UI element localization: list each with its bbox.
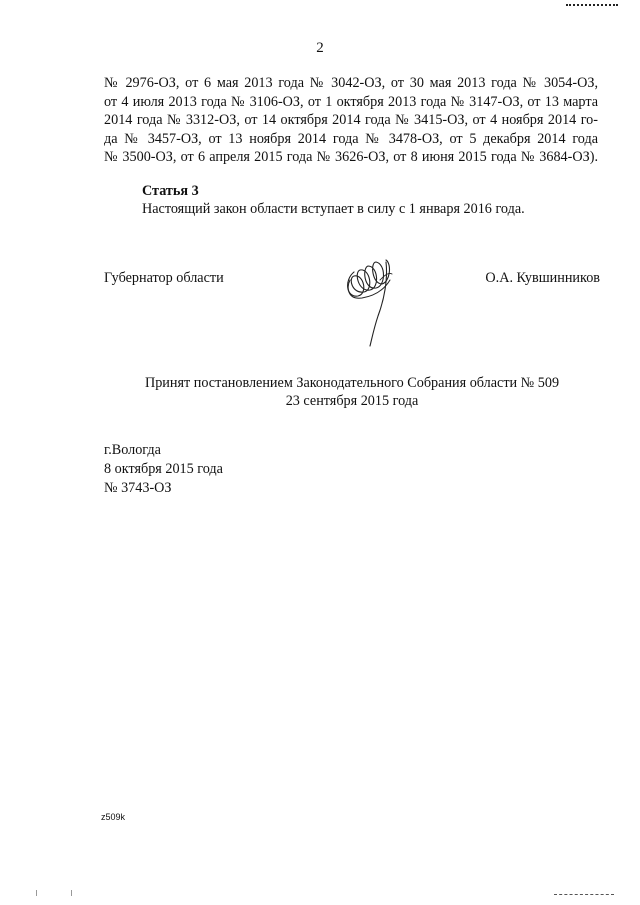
- page-number: 2: [316, 40, 324, 56]
- amendments-paragraph: [104, 74, 598, 167]
- paragraph-line: № 3500-ОЗ, от 6 апреля 2015 года № 3626-ОЗ, от 8 июня 2015 года № 3684-ОЗ).: [104, 149, 598, 166]
- adoption-date: 23 сентября 2015 года: [285, 393, 419, 409]
- article-title: Статья 3: [142, 183, 199, 199]
- paragraph-line: да № 3457-ОЗ, от 13 ноября 2014 года № 3478-ОЗ, от 5 декабря 2014 года: [104, 130, 598, 147]
- signing-date: 8 октября 2015 года: [104, 461, 223, 477]
- paragraph-line: 2014 года № 3312-ОЗ, от 14 октября 2014 года № 3415-ОЗ, от 4 ноября 2014 го-: [104, 112, 598, 129]
- place-date-block: [104, 441, 223, 498]
- scan-edge-mark-right: [554, 894, 614, 895]
- adoption-line: Принят постановлением Законодательного Собрания области № 509: [144, 375, 560, 391]
- scan-edge-mark-left: [36, 890, 72, 896]
- handwritten-signature: [340, 250, 402, 350]
- article-text: Настоящий закон области вступает в силу с 1 января 2016 года.: [142, 201, 525, 217]
- governor-name: О.А. Кувшинников: [485, 270, 600, 286]
- paragraph-line: № 2976-ОЗ, от 6 мая 2013 года № 3042-ОЗ, от 30 мая 2013 года № 3054-ОЗ,: [104, 75, 598, 91]
- place-of-signing: г.Вологда: [104, 442, 161, 458]
- law-number: № 3743-ОЗ: [104, 480, 172, 496]
- paragraph-line: от 4 июля 2013 года № 3106-ОЗ, от 1 октября 2013 года № 3147-ОЗ, от 13 марта: [104, 93, 598, 110]
- governor-title: Губернатор области: [104, 270, 224, 286]
- file-code: z509k: [101, 812, 126, 822]
- adoption-statement: [0, 374, 640, 410]
- scan-corner-mark: [566, 1, 618, 6]
